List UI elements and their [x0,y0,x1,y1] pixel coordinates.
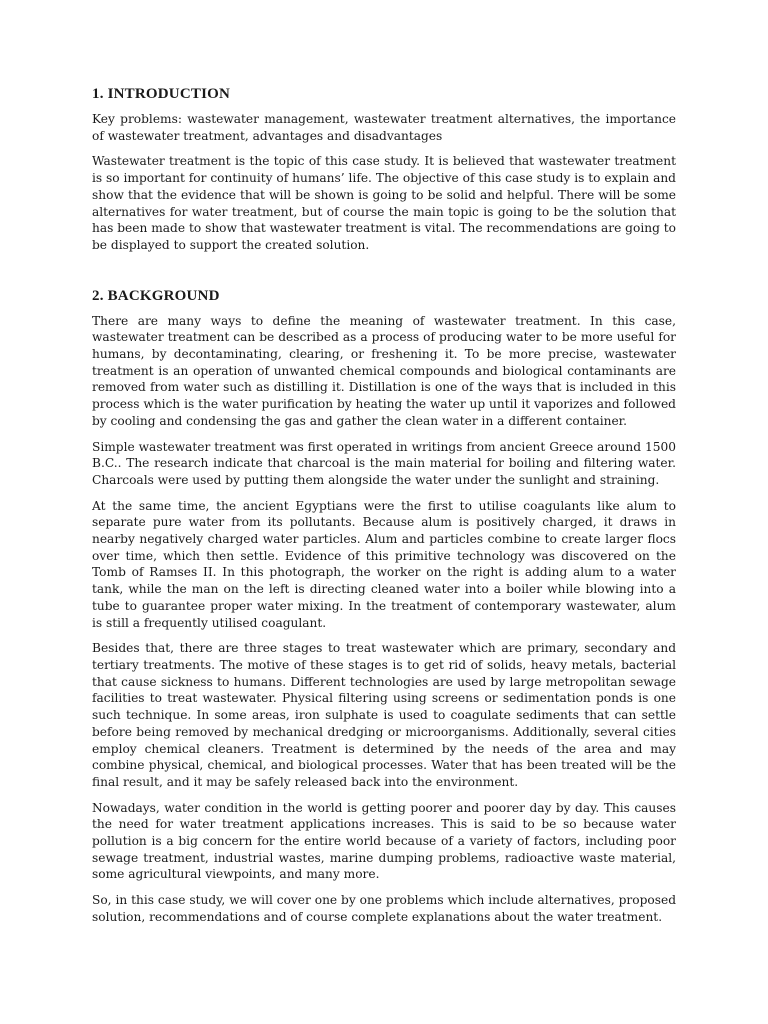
section-background [92,288,676,926]
section-introduction [92,86,676,254]
background-paragraph-history-greece: Simple wastewater treatment was first operated in writings from ancient Greece around 1500 B.C.. The research indicate that charcoal is the main material for boiling and filtering water. Charcoals were used by putting them alongside the water under the sunlight and straining. [92,439,676,487]
background-paragraph-conclusion: So, in this case study, we will cover one by one problems which include alternatives, proposed solution, recommendations and of course complete explanations about the water treatment. [92,893,676,924]
document-page [92,86,676,935]
intro-paragraph: Wastewater treatment is the topic of this case study. It is believed that wastewater treatment is so important for continuity of humans’ life. The objective of this case study is to explain and show that the evidence that will be shown is going to be solid and helpful. There will be some alternatives for water treatment, but of course the main topic is going to be the solution that has been made to show that wastewater treatment is vital. The recommendations are going to be displayed to support the created solution. [92,154,676,252]
background-paragraph-nowadays: Nowadays, water condition in the world is getting poorer and poorer day by day. This causes the need for water treatment applications increases. This is said to be so because water pollution is a big concern for the entire world because of a variety of factors, including poor sewage treatment, industrial wastes, marine dumping problems, radioactive waste material, some agricultural viewpoints, and many more. [92,800,676,882]
section-heading-introduction: 1. INTRODUCTION [92,86,231,102]
background-paragraph-stages: Besides that, there are three stages to treat wastewater which are primary, secondary and tertiary treatments. The motive of these stages is to get rid of solids, heavy metals, bacterial that cause sickness to humans. Different technologies are used by large metropolitan sewage facilities to treat wastewater. Physical filtering using screens or sedimentation ponds is one such technique. In some areas, iron sulphate is used to coagulate sediments that can settle before being removed by mechanical dredging or microorganisms. Additionally, several cities employ chemical cleaners. Treatment is determined by the needs of the area and may combine physical, chemical, and biological processes. Water that has been treated will be the final result, and it may be safely released back into the environment. [92,641,676,789]
background-paragraph-history-egypt: At the same time, the ancient Egyptians were the first to utilise coagulants like alum to separate pure water from its pollutants. Because alum is positively charged, it draws in nearby negatively charged water particles. Alum and particles combine to create larger flocs over time, which then settle. Evidence of this primitive technology was discovered on the Tomb of Ramses II. In this photograph, the worker on the right is adding alum to a water tank, while the man on the left is directing cleaned water into a boiler while blowing into a tube to guarantee proper water mixing. In the treatment of contemporary wastewater, alum is still a frequently utilised coagulant. [92,498,676,630]
section-heading-background: 2. BACKGROUND [92,287,220,304]
key-problems-paragraph: Key problems: wastewater management, wastewater treatment alternatives, the importance of wastewater treatment, advantages and disadvantages [92,112,676,143]
background-paragraph-definition: There are many ways to define the meaning of wastewater treatment. In this case, wastewater treatment can be described as a process of producing water to be more useful for humans, by decontaminating, clearing, or freshening it. To be more precise, wastewater treatment is an operation of unwanted chemical compounds and biological contaminants are removed from water such as distilling it. Distillation is one of the ways that is included in this process which is the water purification by heating the water up until it vaporizes and followed by cooling and condensing the gas and gather the clean water in a different container. [92,313,676,428]
